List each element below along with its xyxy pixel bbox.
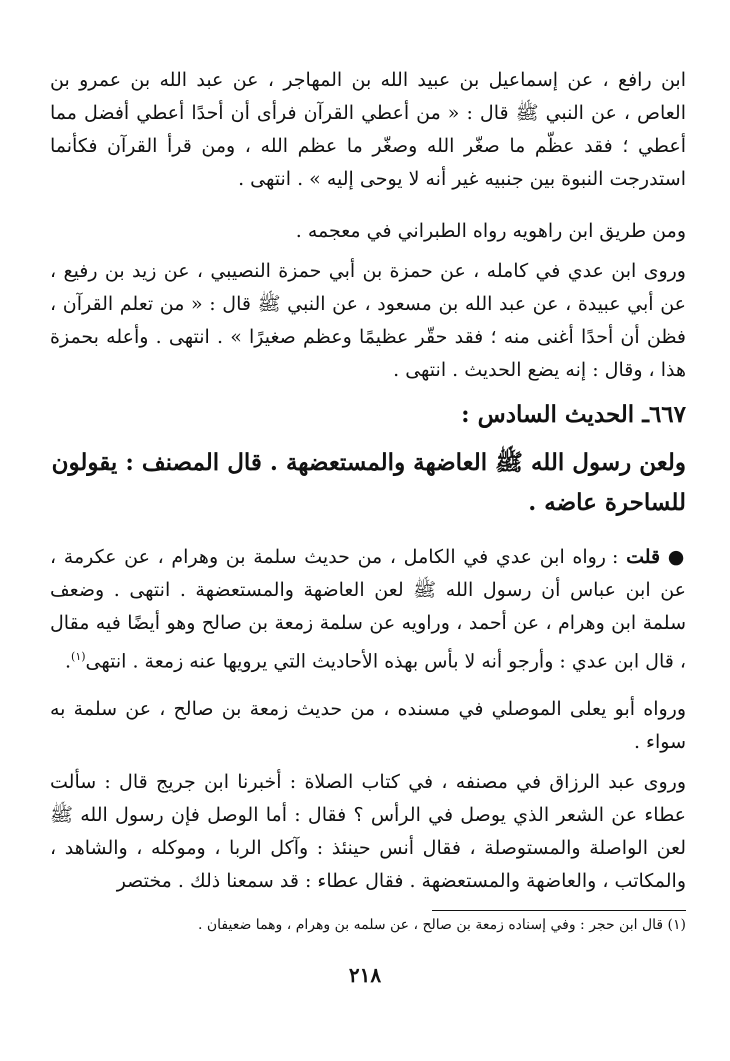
paragraph-qult xyxy=(50,541,686,678)
qult-text-end: . xyxy=(64,650,72,673)
paragraph-abd-al-razzaq: وروى عبد الرزاق في مصنفه ، في كتاب الصلاة : أخبرنا ابن جريج قال : سألت عطاء عن الشعر الذي يوصل في الرأس ؟ فقال : أما الوصل فإن رسول الله ﷺ لعن الواصلة والمستوصلة ، فقال أنس حينئذ : وآكل الربا ، وموكله ، والشاهد ، والمكاتب ، والعاضهة والمستعضهة . فقال عطاء : قد سمعنا ذلك . مختصر xyxy=(50,771,686,892)
footnote-divider xyxy=(432,910,686,911)
paragraph-hadith-continuation: ابن رافع ، عن إسماعيل بن عبيد الله بن المهاجر ، عن عبد الله بن عمرو بن العاص ، عن النبي ﷺ قال : « من أعطي القرآن فرأى أن أحدًا أعطي أفضل مما أعطي ؛ فقد عظّم ما صغّر الله وصغّر ما عظم الله ، ومن قرأ القرآن فكأنما استدرجت النبوة بين جنبيه غير أنه لا يوحى إليه » . انتهى . xyxy=(50,69,686,190)
page-number: ٢١٨ xyxy=(348,963,382,987)
footnote-text: (١) قال ابن حجر : وفي إسناده زمعة بن صالح ، عن سلمه بن وهرام ، وهما ضعيفان . xyxy=(197,917,686,933)
paragraph-ibn-adi: وروى ابن عدي في كامله ، عن حمزة بن أبي حمزة النصيبي ، عن زيد بن رفيع ، عن أبي عبيدة ، عن عبد الله بن مسعود ، عن النبي ﷺ قال : « من تعلم القرآن ، فظن أن أحدًا أغنى منه ؛ فقد حقّر عظيمًا وعظم صغيرًا » . انتهى . وأعله بحمزة هذا ، وقال : إنه يضع الحديث . انتهى . xyxy=(50,260,686,381)
footnote-reference[interactable]: (١) xyxy=(71,650,86,663)
hadith-number-title: ٦٦٧ـ الحديث السادس : xyxy=(461,401,686,428)
qult-label: قلت xyxy=(626,546,661,568)
qult-text: : رواه ابن عدي في الكامل ، من حديث سلمة بن وهرام ، عن عكرمة ، عن ابن عباس أن رسول الله ﷺ لعن العاضهة والمستعضهة . انتهى . وضعف سلمة ابن وهرام ، عن أحمد ، وراويه عن سلمة زمعة بن صالح وهو أيضًا فيه مقال ، قال ابن عدي : وأرجو أنه لا بأس بهذه الأحاديث التي يرويها عنه زمعة . انتهى xyxy=(50,546,686,673)
paragraph-abu-yala: ورواه أبو يعلى الموصلي في مسنده ، من حديث زمعة بن صالح ، عن سلمة به سواء . xyxy=(50,698,686,753)
hadith-text: ولعن رسول الله ﷺ العاضهة والمستعضهة . قال المصنف : يقولون للساحرة عاضه . xyxy=(51,449,686,516)
paragraph-tabarani: ومن طريق ابن راهويه رواه الطبراني في معجمه . xyxy=(295,220,686,242)
bullet-icon: ● xyxy=(667,546,686,568)
